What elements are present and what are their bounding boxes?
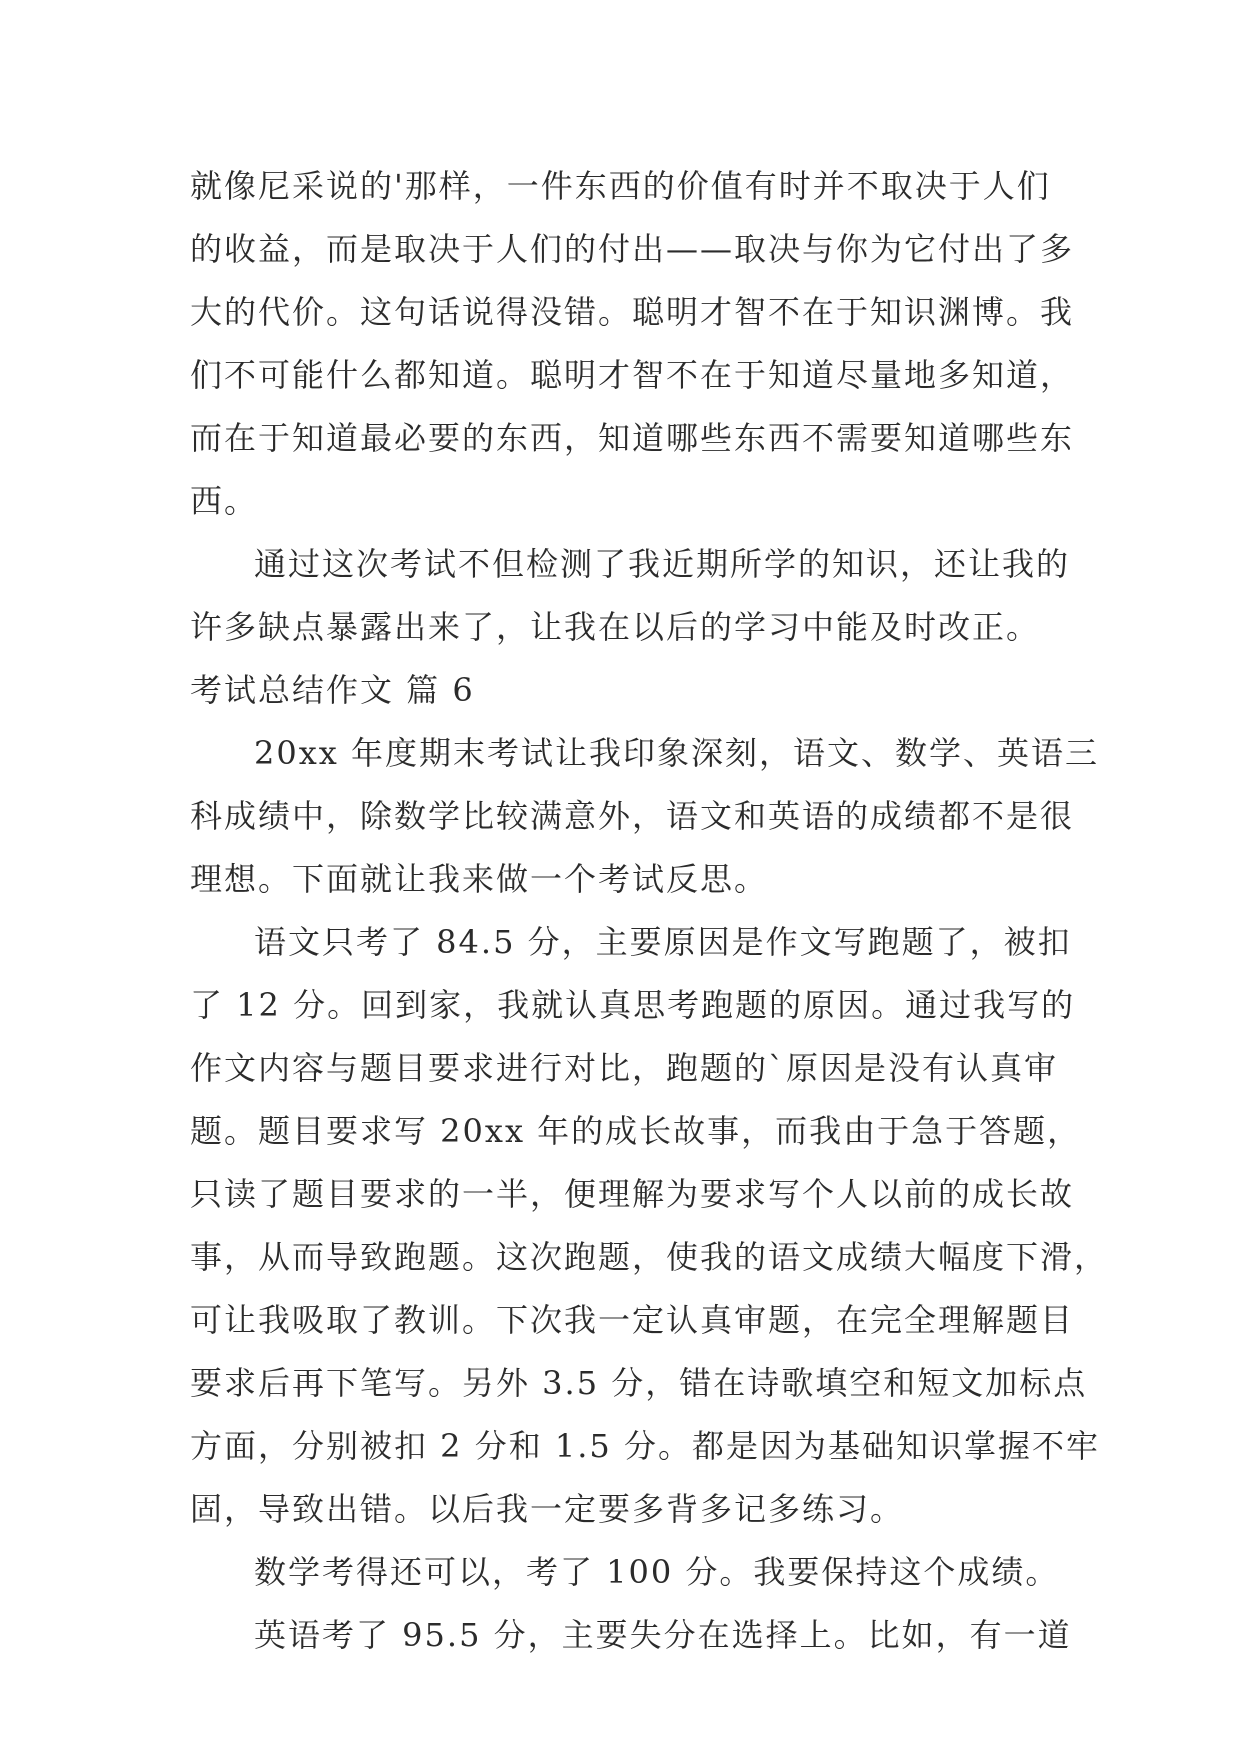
text-line: 而在于知道最必要的东西，知道哪些东西不需要知道哪些东 xyxy=(190,419,1075,457)
text-line: 许多缺点暴露出来了，让我在以后的学习中能及时改正。 xyxy=(190,608,1041,646)
text-line: 理想。下面就让我来做一个考试反思。 xyxy=(190,860,769,898)
text-line: 作文内容与题目要求进行对比，跑题的`原因是没有认真审 xyxy=(190,1049,1059,1087)
document-body xyxy=(190,155,1109,1667)
text-line: 西。 xyxy=(190,482,259,520)
text-line: 的收益，而是取决于人们的付出——取决与你为它付出了多 xyxy=(190,230,1075,268)
section-heading: 考试总结作文 篇 6 xyxy=(190,671,475,709)
text-line: 方面，分别被扣 2 分和 1.5 分。都是因为基础知识掌握不牢 xyxy=(190,1427,1100,1465)
text-line: 了 12 分。回到家，我就认真思考跑题的原因。通过我写的 xyxy=(190,986,1076,1024)
text-line: 语文只考了 84.5 分，主要原因是作文写跑题了，被扣 xyxy=(254,923,1072,961)
text-line: 英语考了 95.5 分，主要失分在选择上。比如，有一道 xyxy=(254,1616,1072,1654)
text-line: 事，从而导致跑题。这次跑题，使我的语文成绩大幅度下滑， xyxy=(190,1238,1109,1276)
text-line: 们不可能什么都知道。聪明才智不在于知道尽量地多知道， xyxy=(190,356,1075,394)
text-line: 题。题目要求写 20xx 年的成长故事，而我由于急于答题， xyxy=(190,1112,1082,1150)
text-line: 数学考得还可以，考了 100 分。我要保持这个成绩。 xyxy=(254,1553,1060,1591)
text-line: 就像尼采说的'那样，一件东西的价值有时并不取决于人们 xyxy=(190,167,1051,205)
text-line: 通过这次考试不但检测了我近期所学的知识，还让我的 xyxy=(254,545,1071,583)
text-line: 科成绩中，除数学比较满意外，语文和英语的成绩都不是很 xyxy=(190,797,1075,835)
text-line: 大的代价。这句话说得没错。聪明才智不在于知识渊博。我 xyxy=(190,293,1075,331)
text-line: 只读了题目要求的一半，便理解为要求写个人以前的成长故 xyxy=(190,1175,1075,1213)
text-line: 20xx 年度期末考试让我印象深刻，语文、数学、英语三 xyxy=(254,734,1099,772)
text-line: 要求后再下笔写。另外 3.5 分，错在诗歌填空和短文加标点 xyxy=(190,1364,1088,1402)
text-line: 可让我吸取了教训。下次我一定认真审题，在完全理解题目 xyxy=(190,1301,1075,1339)
text-line: 固，导致出错。以后我一定要多背多记多练习。 xyxy=(190,1490,905,1528)
